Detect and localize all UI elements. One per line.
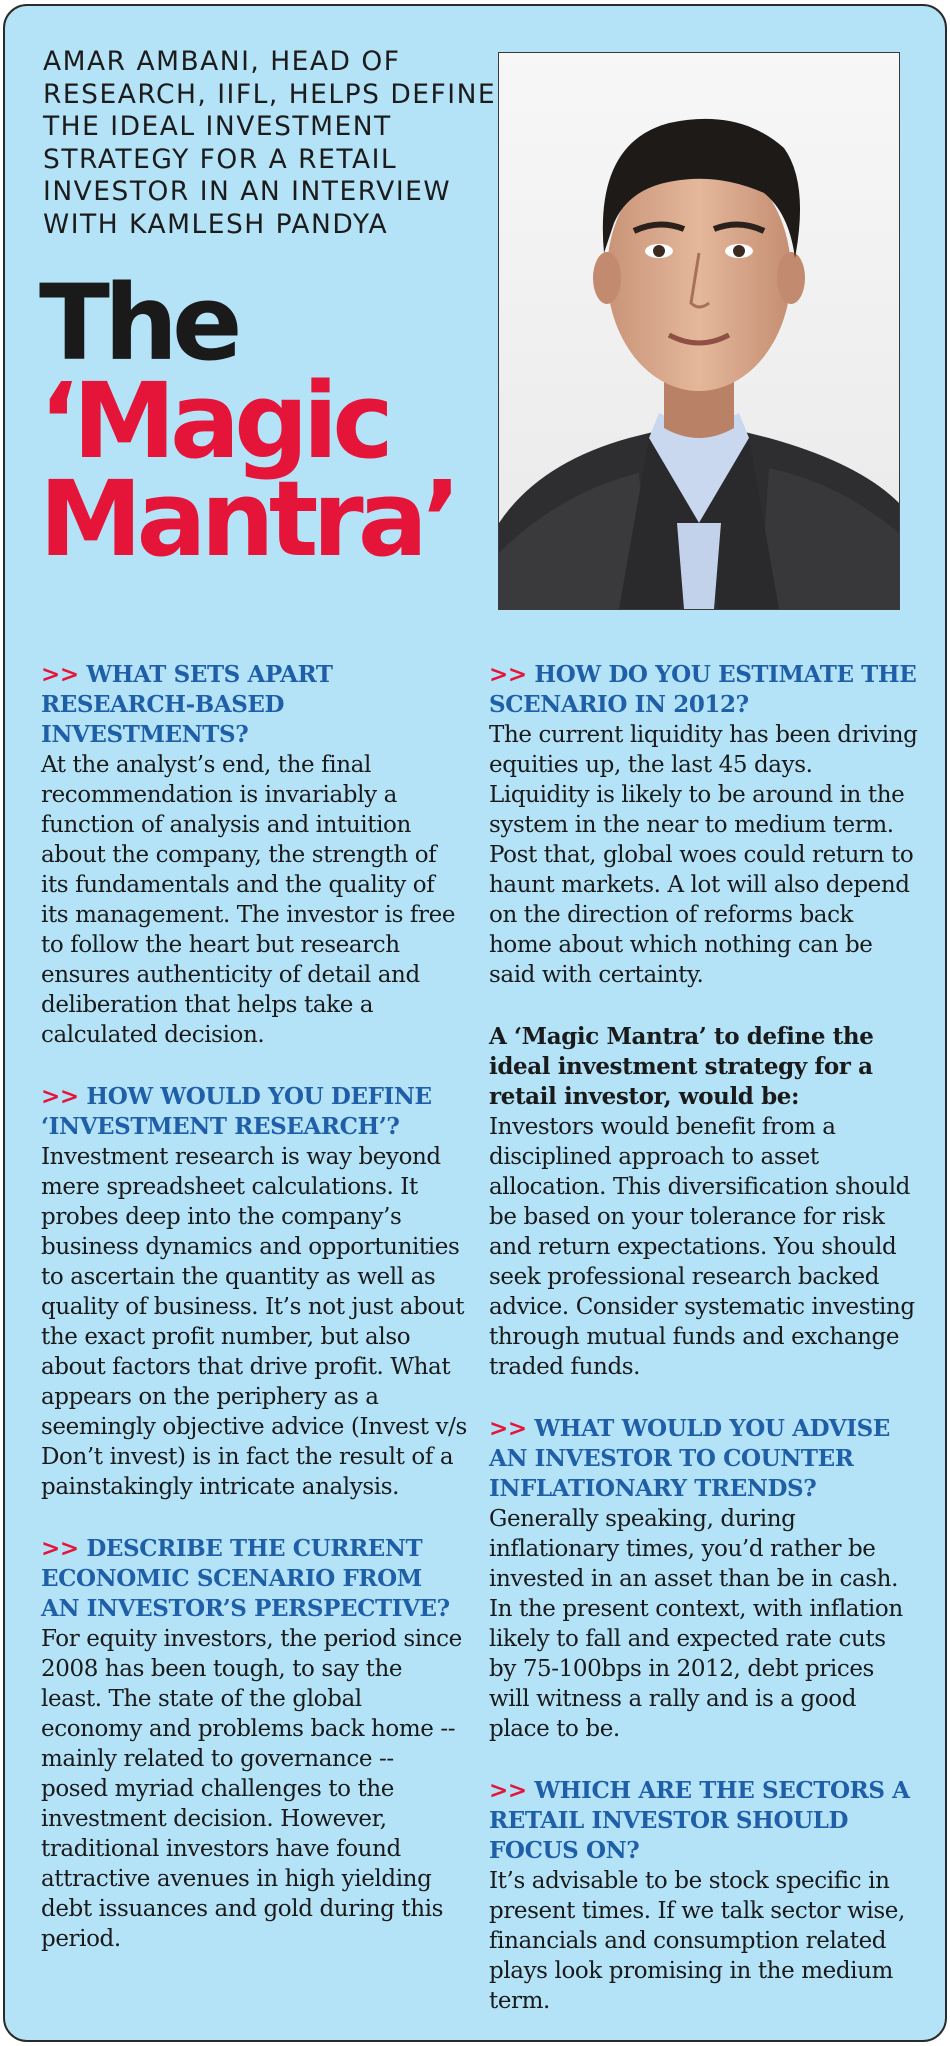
qa-block — [489, 1414, 919, 1744]
portrait-illustration — [499, 53, 899, 609]
answer-text: At the analyst’s end, the final recommendation is invariably a function of analysis and intuition about the company, the strength of its fundamentals and the quality of its management. The investor is free to follow the heart but research ensures authenticity of detail and deliberation that helps take a calculated decision. — [41, 752, 456, 1048]
arrow-marker: >> — [489, 1777, 527, 1804]
answer-text: The current liquidity has been driving equities up, the last 45 days. Liquidity is likely to be around in the system in the near to medium term. Post that, global woes could return to haunt markets. A lot will also depend on the direction of reforms back home about which nothing can be said with certainty. — [489, 722, 918, 988]
question-heading — [41, 1082, 467, 1142]
question-text: WHAT WOULD YOU ADVISE AN INVESTOR TO COUNTER INFLATIONARY TRENDS? — [489, 1415, 890, 1502]
article-panel — [3, 4, 947, 2042]
question-text: HOW DO YOU ESTIMATE THE SCENARIO IN 2012? — [489, 661, 917, 718]
magic-mantra-block — [489, 1022, 919, 1382]
question-heading — [489, 660, 919, 720]
question-heading — [489, 1776, 919, 1866]
question-heading — [41, 1534, 467, 1624]
qa-block — [489, 660, 919, 990]
magic-mantra-body: Investors would benefit from a disciplined approach to asset allocation. This diversification should be based on your tolerance for risk and return expectations. You should seek professional research backed advice. Consider systematic investing through mutual funds and exchange traded funds. — [489, 1114, 915, 1380]
question-text: WHAT SETS APART RESEARCH-BASED INVESTMENTS? — [41, 661, 333, 748]
arrow-marker: >> — [489, 1415, 527, 1442]
answer-text: Generally speaking, during inflationary times, you’d rather be invested in an asset than be in cash. In the present context, with inflation likely to fall and expected rate cuts by 75-100bps in 2012, debt prices will witness a rally and is a good place to be. — [489, 1506, 903, 1742]
arrow-marker: >> — [41, 1083, 79, 1110]
question-heading — [489, 1414, 919, 1504]
answer-text: For equity investors, the period since 2008 has been tough, to say the least. The state of the global economy and problems back home -- mainly related to governance -- posed myriad challenges to the investment decision. However, traditional investors have found attractive avenues in high yielding debt issuances and gold during this period. — [41, 1626, 462, 1952]
article-deck: AMAR AMBANI, HEAD OF RESEARCH, IIFL, HELPS DEFINE THE IDEAL INVESTMENT STRATEGY FOR A RETAIL INVESTOR IN AN INTERVIEW WITH KAMLESH PANDYA — [43, 46, 497, 240]
question-text: DESCRIBE THE CURRENT ECONOMIC SCENARIO FROM AN INVESTOR’S PERSPECTIVE? — [41, 1535, 450, 1622]
left-column — [41, 660, 467, 1986]
headline — [39, 262, 509, 580]
headline-line-1: The — [39, 262, 237, 384]
question-text: WHICH ARE THE SECTORS A RETAIL INVESTOR SHOULD FOCUS ON? — [489, 1777, 910, 1864]
answer-text: Investment research is way beyond mere spreadsheet calculations. It probes deep into the company’s business dynamics and opportunities to ascertain the quantity as well as quality of business. It’s not just about the exact profit number, but also about factors that drive profit. What appears on the periphery as a seemingly objective advice (Invest v/s Don’t invest) is in fact the result of a painstakingly intricate analysis. — [41, 1144, 467, 1500]
magic-mantra-lead: A ‘Magic Mantra’ to define the ideal investment strategy for a retail investor, would be: — [489, 1023, 874, 1110]
interviewee-photo — [498, 52, 900, 610]
arrow-marker: >> — [489, 661, 527, 688]
arrow-marker: >> — [41, 1535, 79, 1562]
qa-block — [41, 1534, 467, 1954]
right-column — [489, 660, 919, 2042]
headline-line-2: ‘Magic — [39, 360, 388, 482]
qa-block — [41, 1082, 467, 1502]
headline-line-3: Mantra’ — [39, 458, 456, 580]
arrow-marker: >> — [41, 661, 79, 688]
question-text: HOW WOULD YOU DEFINE ‘INVESTMENT RESEARCH’? — [41, 1083, 432, 1140]
answer-text: It’s advisable to be stock specific in present times. If we talk sector wise, financials and consumption related plays look promising in the medium term. — [489, 1868, 905, 2014]
question-heading — [41, 660, 467, 750]
qa-block — [41, 660, 467, 1050]
qa-block — [489, 1776, 919, 2016]
